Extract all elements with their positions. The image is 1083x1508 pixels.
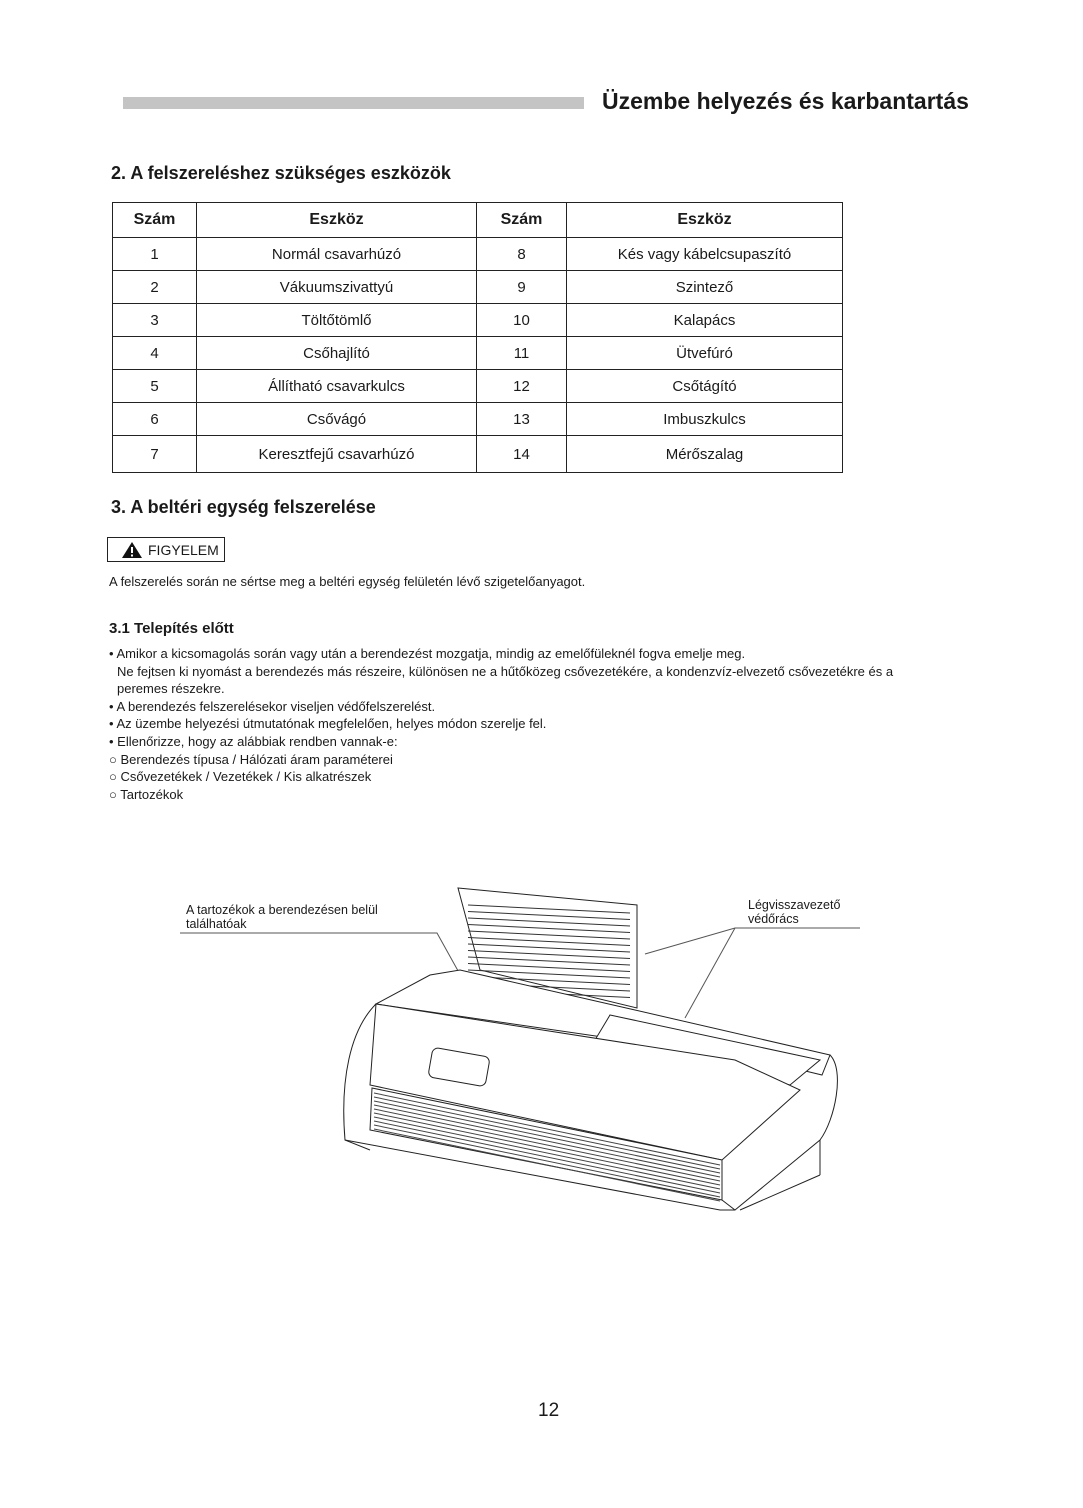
tool-number-cell: 6 (113, 403, 197, 436)
tool-number-cell: 3 (113, 304, 197, 337)
table-row (113, 370, 843, 403)
list-item: • A berendezés felszerelésekor viseljen védőfelszerelést. (109, 698, 436, 714)
table-header-row (113, 203, 843, 238)
list-item: • Amikor a kicsomagolás során vagy után a berendezést mozgatja, mindig az emelőfüleknél fogva emelje meg. (109, 646, 746, 661)
tool-name-cell: Kalapács (567, 304, 843, 337)
tool-number-cell: 7 (113, 436, 197, 473)
list-item: Ne fejtsen ki nyomást a berendezés más részeire, különösen ne a hűtőközeg csővezetékére, a kondenzvíz-elvezető csővezetékre és a (117, 663, 894, 679)
list-item: ○ Berendezés típusa / Hálózati áram paraméterei (109, 751, 393, 767)
tool-name-cell: Normál csavarhúzó (197, 238, 477, 271)
table-row (113, 304, 843, 337)
table-row (113, 238, 843, 271)
tool-name-cell: Állítható csavarkulcs (197, 370, 477, 403)
section-2-title: 2. A felszereléshez szükséges eszközök (111, 163, 451, 183)
tool-number-cell: 10 (477, 304, 567, 337)
tool-name-cell: Csővágó (197, 403, 477, 436)
table-row (113, 436, 843, 473)
diagram-label-accessories: A tartozékok a berendezésen belül találhatóak (186, 903, 378, 931)
tool-number-cell: 8 (477, 238, 567, 271)
diagram-label-return-grille: Légvisszavezető védőrács (748, 898, 841, 926)
tool-name-cell: Szintező (567, 271, 843, 304)
warning-box (107, 537, 225, 562)
tool-name-cell: Keresztfejű csavarhúzó (197, 436, 477, 473)
column-header: Eszköz (567, 203, 843, 238)
tools-table (112, 202, 843, 473)
table-row (113, 337, 843, 370)
tool-name-cell: Imbuszkulcs (567, 403, 843, 436)
tool-number-cell: 9 (477, 271, 567, 304)
list-item: • Ellenőrizze, hogy az alábbiak rendben vannak-e: (109, 733, 398, 749)
warning-text: A felszerelés során ne sértse meg a beltéri egység felületén lévő szigetelőanyagot. (109, 574, 586, 589)
table-row (113, 271, 843, 304)
list-item: • Az üzembe helyezési útmutatónak megfelelően, helyes módon szerelje fel. (109, 716, 547, 732)
tool-name-cell: Csőhajlító (197, 337, 477, 370)
list-item: ○ Tartozékok (109, 786, 184, 802)
section-3-title: 3. A beltéri egység felszerelése (111, 497, 376, 517)
indoor-unit-illustration (170, 880, 870, 1220)
tool-name-cell: Vákuumszivattyú (197, 271, 477, 304)
subsection-title: 3.1 Telepítés előtt (109, 620, 234, 637)
list-item: ○ Csővezetékek / Vezetékek / Kis alkatrészek (109, 769, 372, 785)
tool-number-cell: 12 (477, 370, 567, 403)
list-item: peremes részekre. (117, 681, 225, 697)
instruction-list (109, 645, 893, 803)
tool-name-cell: Csőtágító (567, 370, 843, 403)
tool-number-cell: 13 (477, 403, 567, 436)
tool-name-cell: Mérőszalag (567, 436, 843, 473)
tool-number-cell: 5 (113, 370, 197, 403)
warning-label: FIGYELEM (148, 541, 219, 558)
warning-icon (122, 542, 142, 558)
tool-number-cell: 4 (113, 337, 197, 370)
tool-number-cell: 1 (113, 238, 197, 271)
tool-name-cell: Kés vagy kábelcsupaszító (567, 238, 843, 271)
tool-number-cell: 11 (477, 337, 567, 370)
column-header: Eszköz (197, 203, 477, 238)
tool-name-cell: Töltőtömlő (197, 304, 477, 337)
tool-name-cell: Ütvefúró (567, 337, 843, 370)
page-header-title: Üzembe helyezés és karbantartás (602, 88, 969, 114)
column-header: Szám (113, 203, 197, 238)
header-bar (123, 97, 584, 109)
page-number: 12 (538, 1400, 560, 1421)
tool-number-cell: 14 (477, 436, 567, 473)
column-header: Szám (477, 203, 567, 238)
table-row (113, 403, 843, 436)
tool-number-cell: 2 (113, 271, 197, 304)
